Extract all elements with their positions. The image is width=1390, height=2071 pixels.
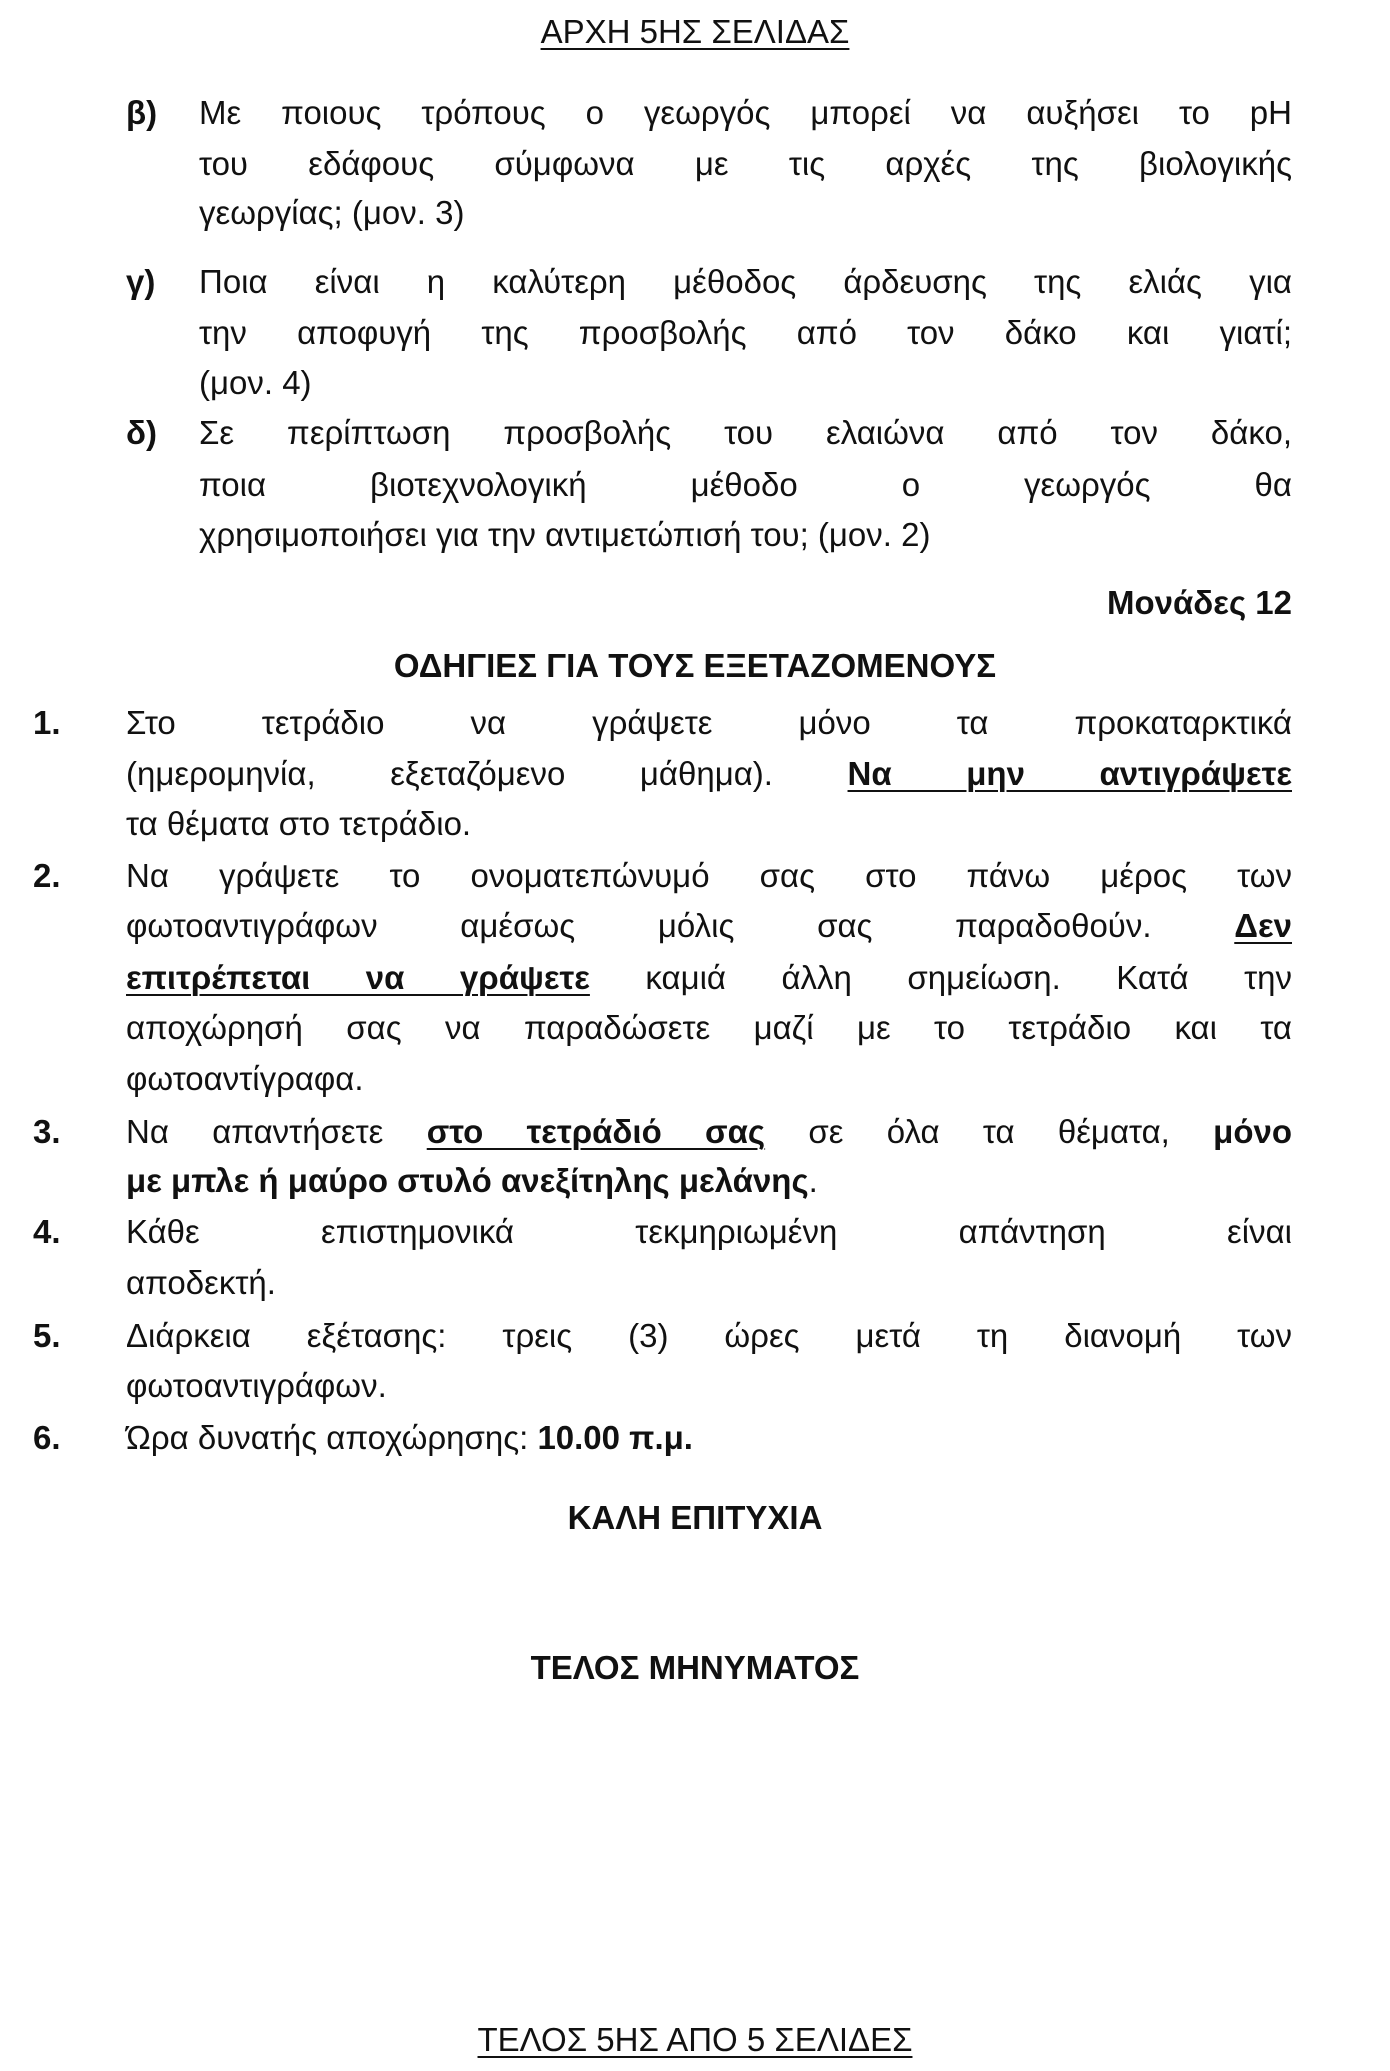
- instruction-line: [126, 1263, 1292, 1303]
- text: φωτοαντίγραφα.: [126, 1060, 364, 1097]
- instruction-label: 5.: [33, 1317, 61, 1354]
- question-line: [199, 363, 1292, 403]
- instruction-line: [126, 703, 1292, 743]
- question-line: [199, 465, 1292, 505]
- bold-text: 10.00 π.μ.: [537, 1419, 693, 1456]
- instruction-label: 4.: [33, 1213, 61, 1250]
- instruction-line: [126, 754, 1292, 794]
- text: Στο τετράδιο να γράψετε μόνο τα προκαταρκτικά: [126, 704, 1292, 741]
- question-line: [199, 515, 1292, 555]
- instruction-line: [126, 1212, 1292, 1252]
- instruction-line: [126, 906, 1292, 946]
- text: (ημερομηνία, εξεταζόμενο μάθημα).: [126, 755, 848, 792]
- instructions-title: ΟΔΗΓΙΕΣ ΓΙΑ ΤΟΥΣ ΕΞΕΤΑΖΟΜΕΝΟΥΣ: [393, 647, 997, 684]
- page-header-text: ΑΡΧΗ 5ΗΣ ΣΕΛΙΔΑΣ: [540, 13, 850, 50]
- bold-text: μόνο: [1213, 1113, 1293, 1150]
- instruction-line: [126, 1418, 1292, 1458]
- question-line: [199, 144, 1292, 184]
- instruction-line: [126, 1008, 1292, 1048]
- question-line: [199, 193, 1292, 233]
- text: Ώρα δυνατής αποχώρησης:: [126, 1419, 538, 1456]
- text: του εδάφους σύμφωνα με τις αρχές της βιολογικής: [199, 145, 1292, 182]
- text: γεωργίας; (μον. 3): [199, 194, 465, 231]
- emphasis-text: στο τετράδιό σας: [426, 1113, 766, 1150]
- text: .: [808, 1162, 818, 1199]
- instruction-line: [126, 804, 1292, 844]
- instruction-line: [126, 1161, 1292, 1201]
- text: Σε περίπτωση προσβολής του ελαιώνα από τον δάκο,: [199, 414, 1292, 451]
- instruction-line: [126, 1316, 1292, 1356]
- emphasis-text: Δεν: [1234, 907, 1292, 944]
- page-footer-text: ΤΕΛΟΣ 5ΗΣ ΑΠΟ 5 ΣΕΛΙΔΕΣ: [477, 2021, 913, 2058]
- text: φωτοαντιγράφων αμέσως μόλις σας παραδοθούν.: [126, 907, 1235, 944]
- question-label: δ): [126, 414, 158, 451]
- question-label: γ): [126, 263, 156, 300]
- emphasis-text: Να μην αντιγράψετε: [847, 755, 1292, 792]
- text: σε όλα τα θέματα,: [765, 1113, 1214, 1150]
- page-footer: [0, 2020, 1390, 2060]
- text: αποδεκτή.: [126, 1264, 276, 1301]
- question-label: β): [126, 94, 158, 131]
- instruction-line: [126, 1112, 1292, 1152]
- question-line: [199, 262, 1292, 302]
- text: χρησιμοποιήσει για την αντιμετώπισή του; (μον. 2): [199, 516, 931, 553]
- text: Να γράψετε το ονοματεπώνυμό σας στο πάνω μέρος των: [126, 857, 1292, 894]
- end-message: ΤΕΛΟΣ ΜΗΝΥΜΑΤΟΣ: [530, 1649, 860, 1686]
- page-header: [0, 12, 1390, 52]
- question-line: [199, 313, 1292, 353]
- text: αποχώρησή σας να παραδώσετε μαζί με το τετράδιο και τα: [126, 1009, 1292, 1046]
- text: καμιά άλλη σημείωση. Κατά την: [589, 959, 1292, 996]
- emphasis-text: επιτρέπεται να γράψετε: [126, 959, 590, 996]
- text: φωτοαντιγράφων.: [126, 1367, 387, 1404]
- text: Κάθε επιστημονικά τεκμηριωμένη απάντηση είναι: [126, 1213, 1292, 1250]
- instruction-line: [126, 856, 1292, 896]
- text: ποια βιοτεχνολογική μέθοδο ο γεωργός θα: [199, 466, 1292, 503]
- text: τα θέματα στο τετράδιο.: [126, 805, 472, 842]
- text: (μον. 4): [199, 364, 312, 401]
- instruction-label: 3.: [33, 1113, 61, 1150]
- good-luck: ΚΑΛΗ ΕΠΙΤΥΧΙΑ: [567, 1499, 823, 1536]
- text: Διάρκεια εξέτασης: τρεις (3) ώρες μετά τη διανομή των: [126, 1317, 1292, 1354]
- instruction-label: 1.: [33, 704, 61, 741]
- bold-text: με μπλε ή μαύρο στυλό ανεξίτηλης μελάνης: [126, 1162, 809, 1199]
- text: Ποια είναι η καλύτερη μέθοδος άρδευσης της ελιάς για: [199, 263, 1292, 300]
- text: Να απαντήσετε: [126, 1113, 427, 1150]
- total-points: Μονάδες 12: [1107, 584, 1292, 621]
- text: Με ποιους τρόπους ο γεωργός μπορεί να αυξήσει το pH: [199, 94, 1292, 131]
- instruction-label: 2.: [33, 857, 61, 894]
- instruction-line: [126, 1059, 1292, 1099]
- instruction-line: [126, 1366, 1292, 1406]
- question-line: [199, 413, 1292, 453]
- question-line: [199, 93, 1292, 133]
- instruction-line: [126, 958, 1292, 998]
- text: την αποφυγή της προσβολής από τον δάκο και γιατί;: [199, 314, 1292, 351]
- instruction-label: 6.: [33, 1419, 61, 1456]
